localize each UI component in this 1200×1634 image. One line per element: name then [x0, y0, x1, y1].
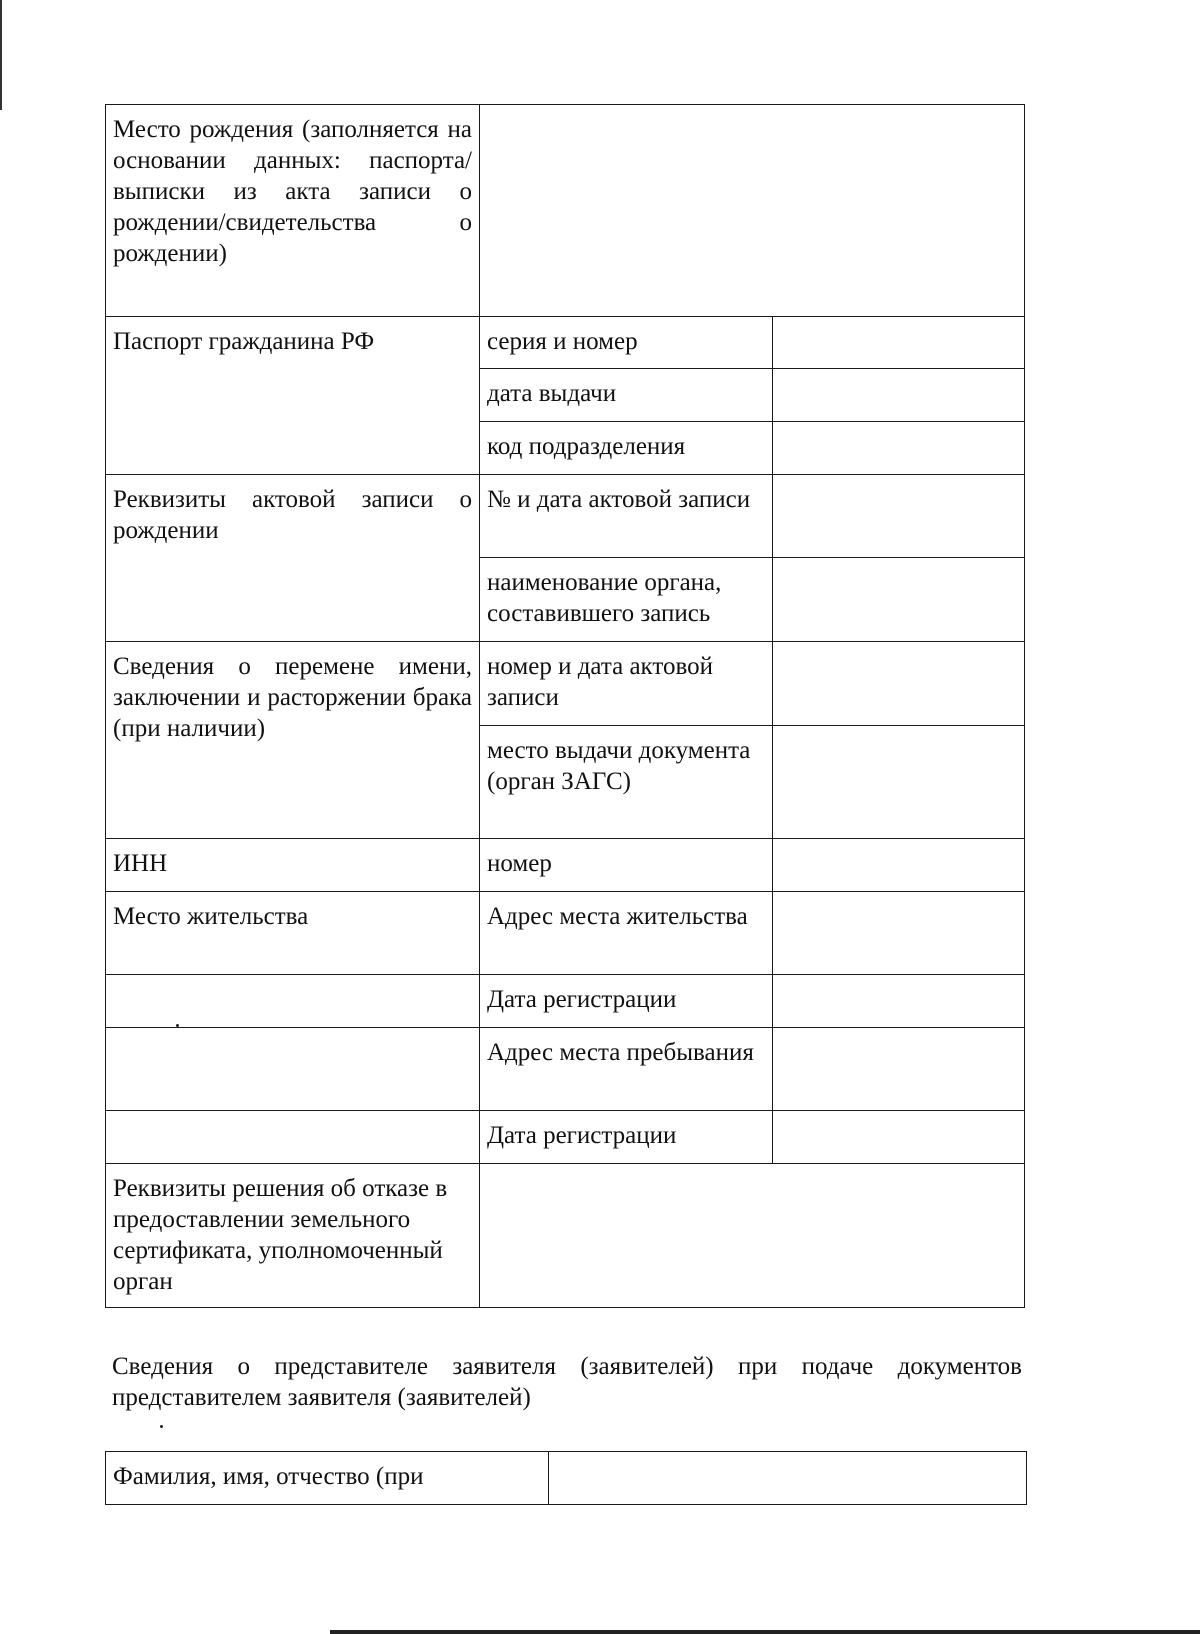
birth-record-authority-label: наименование органа, составившего запись	[480, 558, 773, 642]
table-row	[106, 105, 1025, 317]
stay-address-label: Адрес места пребывания	[480, 1028, 773, 1111]
birth-record-authority-value[interactable]	[773, 558, 1025, 642]
table-row	[106, 839, 1025, 892]
residence-reg-date-value[interactable]	[773, 975, 1025, 1028]
birthplace-value[interactable]	[480, 105, 1025, 317]
representative-section-heading: Сведения о представителе заявителя (заявителей) при подаче документов представителем заявителя (заявителей)	[112, 1353, 1022, 1411]
passport-issue-date-value[interactable]	[773, 369, 1025, 422]
name-change-number-date-label: номер и дата актовой записи	[480, 642, 773, 726]
stay-empty-cell	[106, 1028, 480, 1111]
passport-series-number-label: серия и номер	[480, 317, 773, 369]
table-row	[106, 1028, 1025, 1111]
scan-speck	[160, 1425, 163, 1428]
passport-series-number-value[interactable]	[773, 317, 1025, 369]
scan-edge-left	[0, 0, 2, 110]
scan-edge-bottom	[330, 1630, 1200, 1634]
name-change-number-date-value[interactable]	[773, 642, 1025, 726]
table-row	[106, 1111, 1025, 1164]
representative-fio-label: Фамилия, имя, отчество (при	[106, 1452, 549, 1505]
table-row	[106, 1452, 1027, 1505]
table-row	[106, 475, 1025, 558]
table-row	[106, 975, 1025, 1028]
residence-address-value[interactable]	[773, 892, 1025, 975]
residence-reg-date-label: Дата регистрации	[480, 975, 773, 1028]
residence-address-label: Адрес места жительства	[480, 892, 773, 975]
stay-reg-empty-cell	[106, 1111, 480, 1164]
refusal-value[interactable]	[480, 1164, 1025, 1308]
birth-record-number-date-value[interactable]	[773, 475, 1025, 558]
table-row	[106, 317, 1025, 369]
representative-table	[105, 1451, 1027, 1505]
table-row	[106, 642, 1025, 726]
table-row	[106, 892, 1025, 975]
name-change-label: Сведения о перемене имени, заключении и расторжении брака (при наличии)	[106, 642, 480, 839]
table-row	[106, 1164, 1025, 1308]
name-change-issue-place-value[interactable]	[773, 726, 1025, 839]
passport-division-code-label: код подразделения	[480, 422, 773, 475]
passport-label: Паспорт гражданина РФ	[106, 317, 480, 475]
stay-reg-date-label: Дата регистрации	[480, 1111, 773, 1164]
birth-record-label: Реквизиты актовой записи о рождении	[106, 475, 480, 642]
stay-address-value[interactable]	[773, 1028, 1025, 1111]
applicant-info-table	[105, 104, 1025, 1308]
passport-division-code-value[interactable]	[773, 422, 1025, 475]
inn-number-label: номер	[480, 839, 773, 892]
passport-issue-date-label: дата выдачи	[480, 369, 773, 422]
refusal-label: Реквизиты решения об отказе в предоставлении земельного сертификата, уполномоченный орган	[106, 1164, 480, 1308]
representative-fio-value[interactable]	[549, 1452, 1027, 1505]
name-change-issue-place-label: место выдачи документа (орган ЗАГС)	[480, 726, 773, 839]
inn-number-value[interactable]	[773, 839, 1025, 892]
birth-record-number-date-label: № и дата актовой записи	[480, 475, 773, 558]
residence-empty-cell	[106, 975, 480, 1028]
stay-reg-date-value[interactable]	[773, 1111, 1025, 1164]
inn-label: ИНН	[106, 839, 480, 892]
birthplace-label: Место рождения (заполняется на основании данных: паспорта/выписки из акта записи о рождении/свидетельства о рождении)	[106, 105, 480, 317]
residence-label: Место жительства	[106, 892, 480, 975]
